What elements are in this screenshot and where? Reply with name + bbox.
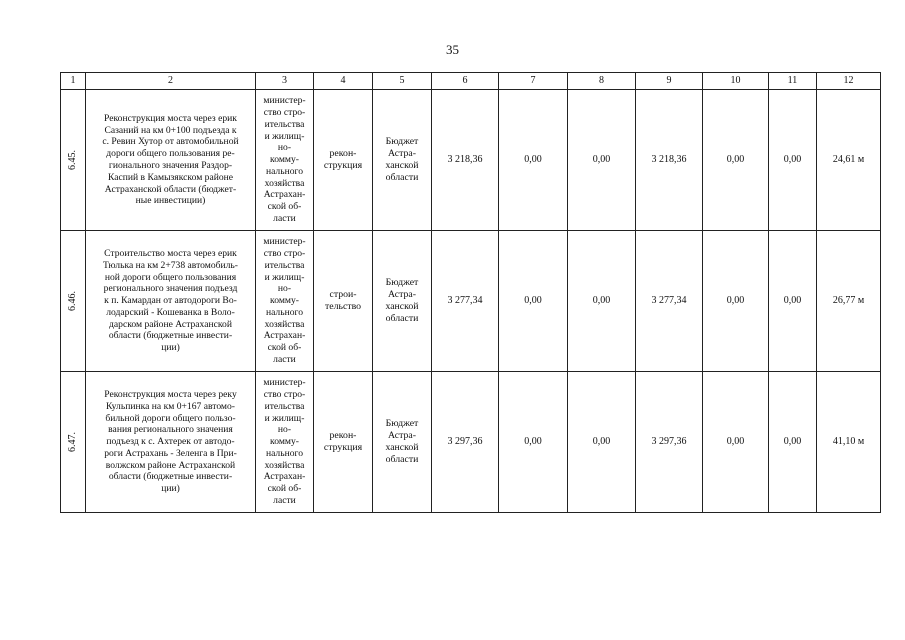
header-cell: 5 (373, 73, 432, 90)
funding-source-line: области (385, 172, 419, 183)
responsible-cell (256, 231, 314, 372)
responsible-line: ласти (273, 354, 296, 366)
funding-source-line: Бюджет (385, 136, 419, 147)
funding-source-line: ханской (385, 301, 419, 312)
responsible-line: но- (277, 283, 292, 295)
header-cell: 7 (499, 73, 568, 90)
header-cell: 1 (61, 73, 86, 90)
responsible-line: министер- (263, 95, 306, 107)
object-name-cell (86, 372, 256, 513)
responsible-line: ство стро- (263, 388, 306, 400)
responsible-line: министер- (263, 236, 306, 248)
responsible-line: ской об- (267, 201, 302, 213)
object-name-line: ции) (161, 483, 180, 495)
value-cell: 0,00 (499, 372, 568, 513)
object-name-line: Тюлька на км 2+738 автомобиль- (102, 259, 239, 271)
object-name-line: с. Ревин Хутор от автомобильной (102, 136, 239, 148)
table-row (61, 372, 881, 513)
responsible-line: комму- (270, 295, 299, 307)
header-cell: 12 (817, 73, 881, 90)
object-name-line: регионального значения подъезд (103, 283, 238, 295)
header-cell: 4 (314, 73, 373, 90)
length-cell: 26,77 м (817, 231, 881, 372)
funding-source-line: Астра- (387, 289, 417, 300)
object-name-line: подъезд к с. Ахтерек от автодо- (106, 436, 235, 448)
responsible-line: ительства (264, 259, 305, 271)
responsible-line: ительства (264, 400, 305, 412)
object-name-cell (86, 231, 256, 372)
object-name-line: лодарский - Кошеванка в Воло- (106, 306, 235, 318)
work-type-cell (314, 90, 373, 231)
value-cell: 0,00 (499, 231, 568, 372)
value-cell: 0,00 (703, 372, 769, 513)
header-cell: 9 (636, 73, 703, 90)
responsible-line: Астрахан- (263, 189, 306, 201)
funding-source-line: Астра- (387, 430, 417, 441)
row-number-cell (61, 90, 86, 231)
responsible-line: ской об- (267, 342, 302, 354)
length-cell: 24,61 м (817, 90, 881, 231)
responsible-line: министер- (263, 377, 306, 389)
responsible-line: и жилищ- (264, 412, 305, 424)
object-name-line: вания регионального значения (108, 424, 233, 436)
object-name-line: роги Астрахань - Зеленга в При- (104, 447, 237, 459)
header-cell: 2 (86, 73, 256, 90)
value-cell: 0,00 (499, 90, 568, 231)
object-name-cell (86, 90, 256, 231)
header-cell: 3 (256, 73, 314, 90)
work-type-line: рекон- (329, 430, 357, 441)
length-cell: 41,10 м (817, 372, 881, 513)
funding-source-line: ханской (385, 160, 419, 171)
responsible-line: ство стро- (263, 106, 306, 118)
work-type-cell (314, 372, 373, 513)
work-type-line: строи- (329, 289, 357, 300)
funding-source-line: Бюджет (385, 418, 419, 429)
work-type-line: струкция (323, 442, 363, 453)
responsible-line: нального (265, 165, 304, 177)
responsible-cell (256, 372, 314, 513)
funding-source-line: области (385, 454, 419, 465)
funding-source-cell (373, 231, 432, 372)
responsible-line: хозяйства (264, 459, 305, 471)
object-name-line: области (бюджетные инвести- (108, 471, 233, 483)
object-name-line: Астраханской области (бюджет- (104, 183, 237, 195)
header-cell: 11 (769, 73, 817, 90)
work-type-line: рекон- (329, 148, 357, 159)
value-cell: 3 277,34 (432, 231, 499, 372)
responsible-line: и жилищ- (264, 130, 305, 142)
object-name-line: Каспий в Камызякском районе (107, 171, 234, 183)
data-table (60, 72, 881, 513)
object-name-line: области (бюджетные инвести- (108, 330, 233, 342)
row-number: 6.46. (67, 291, 78, 311)
object-name-line: волжском районе Астраханской (105, 459, 236, 471)
object-name-line: бильной дороги общего пользо- (105, 412, 236, 424)
object-name-line: Кульпинка на км 0+167 автомо- (106, 400, 235, 412)
responsible-line: ской об- (267, 483, 302, 495)
header-cell: 10 (703, 73, 769, 90)
object-name-line: Сазаний на км 0+100 подъезда к (104, 124, 237, 136)
work-type-cell (314, 231, 373, 372)
responsible-line: нального (265, 447, 304, 459)
responsible-line: нального (265, 306, 304, 318)
object-name-line: дороги общего пользования ре- (106, 148, 235, 160)
responsible-line: но- (277, 424, 292, 436)
table-row (61, 231, 881, 372)
funding-source-cell (373, 90, 432, 231)
row-number-cell (61, 231, 86, 372)
responsible-line: но- (277, 142, 292, 154)
object-name-line: ные инвестиции) (135, 195, 206, 207)
value-cell: 0,00 (568, 372, 636, 513)
value-cell: 0,00 (769, 231, 817, 372)
object-name-line: Реконструкция моста через ерик (104, 112, 237, 124)
header-row (61, 73, 881, 90)
responsible-line: ласти (273, 495, 296, 507)
page-number: 35 (446, 42, 459, 57)
value-cell: 3 277,34 (636, 231, 703, 372)
responsible-line: Астрахан- (263, 471, 306, 483)
value-cell: 3 297,36 (636, 372, 703, 513)
funding-source-line: ханской (385, 442, 419, 453)
responsible-line: и жилищ- (264, 271, 305, 283)
table-row (61, 90, 881, 231)
funding-source-line: Астра- (387, 148, 417, 159)
object-name-line: Реконструкция моста через реку (104, 388, 237, 400)
work-type-line: струкция (323, 160, 363, 171)
object-name-line: к п. Камардан от автодороги Во- (104, 295, 237, 307)
object-name-line: гионального значения Раздор- (108, 160, 233, 171)
row-number-cell (61, 372, 86, 513)
funding-source-line: области (385, 313, 419, 324)
value-cell: 0,00 (703, 90, 769, 231)
responsible-line: ласти (273, 213, 296, 225)
value-cell: 0,00 (568, 231, 636, 372)
responsible-line: ство стро- (263, 247, 306, 259)
value-cell: 0,00 (769, 90, 817, 231)
value-cell: 3 297,36 (432, 372, 499, 513)
row-number: 6.47. (67, 432, 78, 452)
object-name-line: ной дороги общего пользования (104, 271, 237, 283)
value-cell: 0,00 (703, 231, 769, 372)
responsible-line: хозяйства (264, 318, 305, 330)
object-name-line: Строительство моста через ерик (104, 247, 237, 259)
responsible-line: хозяйства (264, 177, 305, 189)
responsible-line: ительства (264, 118, 305, 130)
row-number: 6.45. (67, 150, 78, 170)
responsible-line: комму- (270, 154, 299, 166)
responsible-cell (256, 90, 314, 231)
value-cell: 3 218,36 (432, 90, 499, 231)
object-name-line: дарском районе Астраханской (109, 318, 232, 330)
responsible-line: комму- (270, 436, 299, 448)
value-cell: 3 218,36 (636, 90, 703, 231)
value-cell: 0,00 (769, 372, 817, 513)
funding-source-cell (373, 372, 432, 513)
header-cell: 8 (568, 73, 636, 90)
value-cell: 0,00 (568, 90, 636, 231)
funding-source-line: Бюджет (385, 277, 419, 288)
header-cell: 6 (432, 73, 499, 90)
work-type-line: тельство (324, 301, 362, 312)
responsible-line: Астрахан- (263, 330, 306, 342)
object-name-line: ции) (161, 342, 180, 354)
